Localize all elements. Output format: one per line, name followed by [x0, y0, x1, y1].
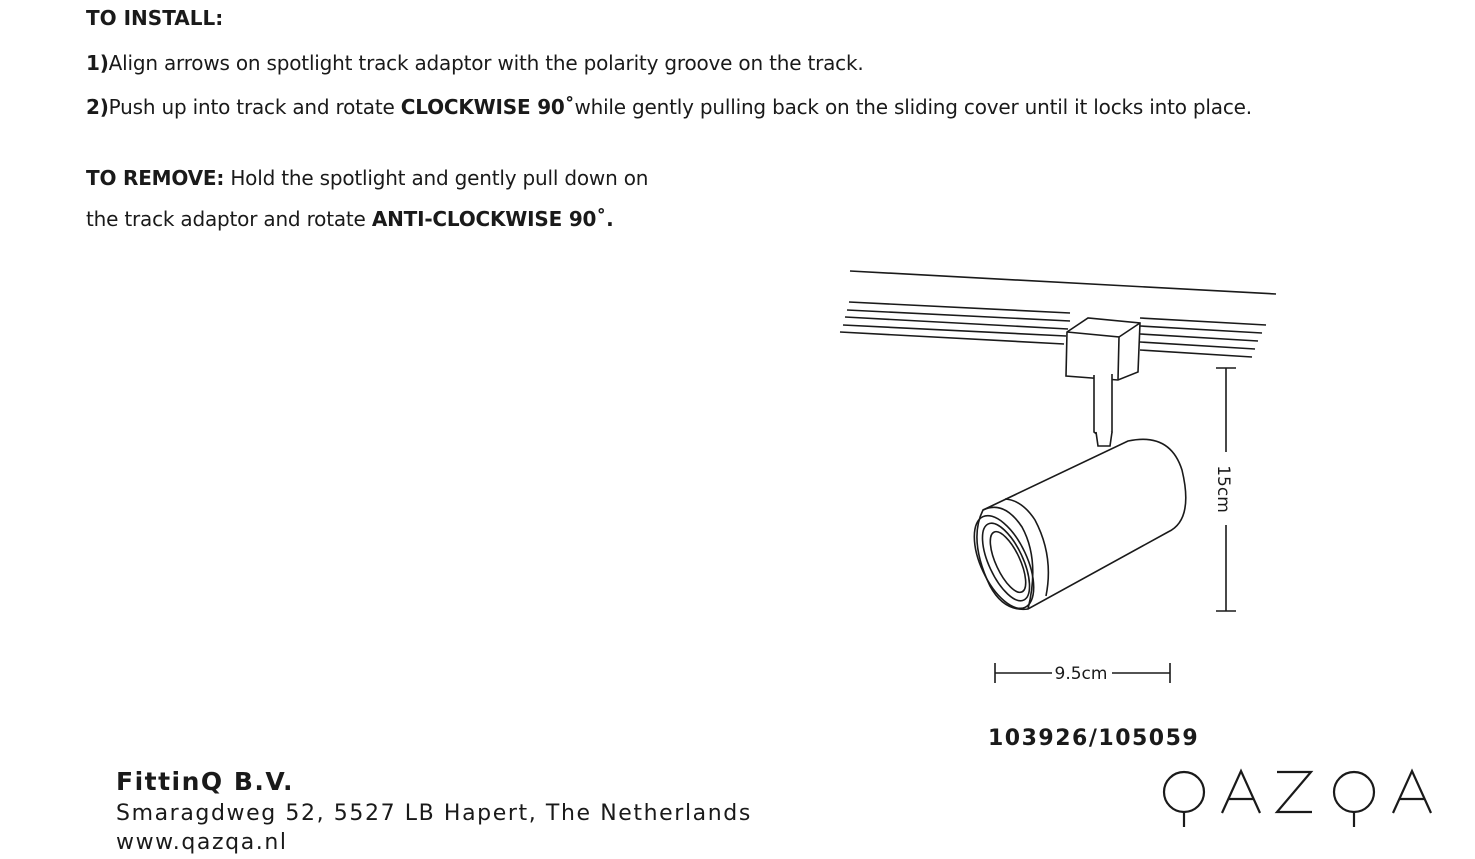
product-code: 103926/105059: [988, 726, 1200, 751]
remove-text-2: the track adaptor and rotate: [86, 207, 372, 231]
step-2-rotation: CLOCKWISE 90˚: [400, 95, 575, 119]
qazqa-logo: [1155, 765, 1437, 829]
step-2-text-post: while gently pulling back on the sliding cover until it locks into place.: [574, 95, 1252, 119]
step-2-number: 2): [86, 95, 109, 119]
remove-rotation: ANTI-CLOCKWISE 90˚.: [371, 207, 614, 231]
remove-text-1: Hold the spotlight and gently pull down on: [224, 166, 649, 190]
company-website: www.qazqa.nl: [116, 830, 288, 855]
track-adaptor: [1066, 318, 1140, 380]
width-label: 9.5cm: [1054, 664, 1108, 684]
spotlight-stem: [1094, 374, 1112, 446]
company-name: FittinQ B.V.: [116, 767, 295, 796]
step-2-text-pre: Push up into track and rotate: [108, 95, 401, 119]
remove-heading: TO REMOVE:: [86, 166, 225, 190]
height-label: 15cm: [1213, 465, 1233, 513]
install-heading: TO INSTALL:: [86, 6, 224, 30]
step-1-text: Align arrows on spotlight track adaptor with the polarity groove on the track.: [108, 51, 864, 75]
spotlight-body: [962, 439, 1186, 617]
step-1-number: 1): [86, 51, 109, 75]
track-rail: [840, 271, 1276, 357]
company-address: Smaragdweg 52, 5527 LB Hapert, The Netherlands: [116, 801, 752, 826]
